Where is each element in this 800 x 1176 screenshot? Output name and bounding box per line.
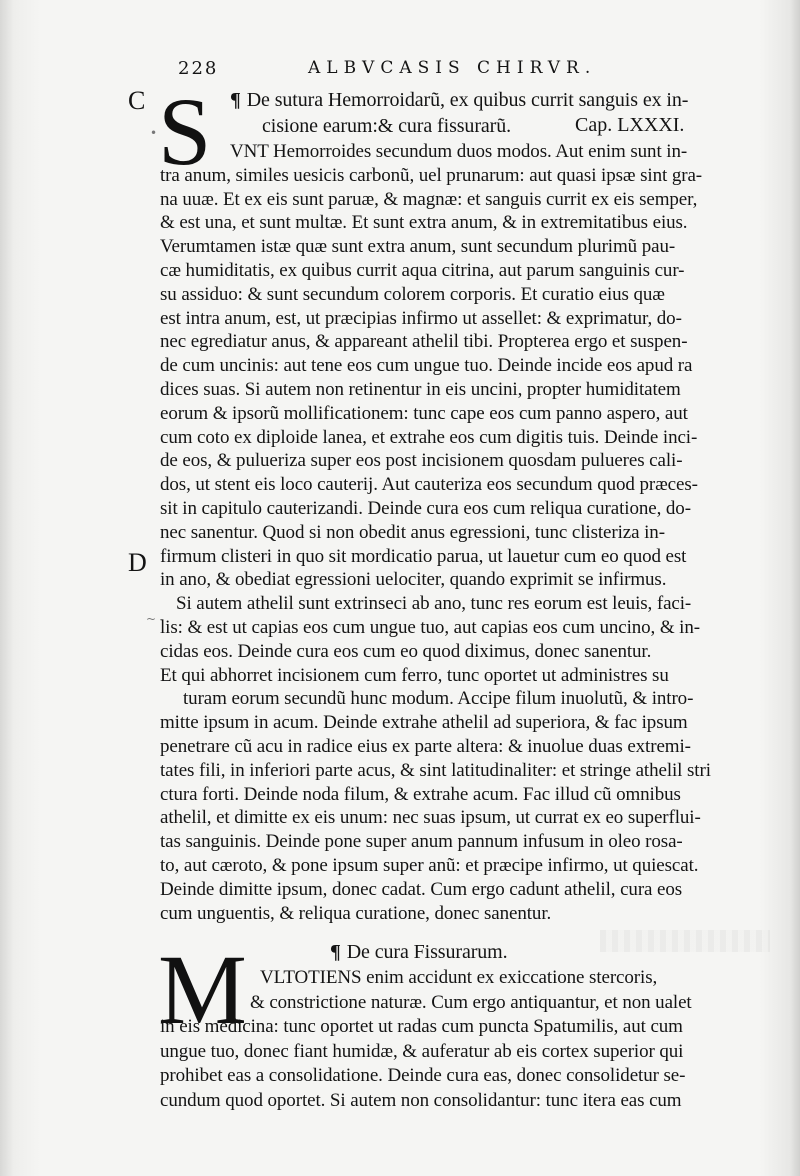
stray-dot: • (150, 126, 158, 140)
text-line: Verumtamen istæ quæ sunt extra anum, sunt secundum plurimũ pau- (160, 236, 676, 258)
text-line: VLTOTIENS enim accidunt ex exiccatione stercoris, (260, 967, 658, 988)
text-line: mitte ipsum in acum. Deinde extrahe athelil ad superiora, & fac ipsum (160, 712, 688, 734)
pilcrow-icon: ¶ (330, 941, 341, 963)
section2-heading: ¶ De cura Fissurarum. (330, 941, 508, 963)
text-line: to, aut cæroto, & pone ipsum super anũ: et præcipe infirmo, ut quiescat. (160, 855, 699, 876)
text-line: na uuæ. Et ex eis sunt paruæ, & magnæ: et sanguis currit ex eis semper, (160, 188, 698, 210)
text-line: in ano, & obediat egressioni uelociter, quando exprimit se infirmus. (160, 569, 667, 591)
text-line: penetrare cũ acu in radice eius ex parte altera: & inuolue duas extremi- (160, 736, 691, 757)
chapter-number: Cap. LXXXI. (575, 114, 685, 136)
text-line: in eis medicina: tunc oportet ut radas cum puncta Spatumilis, aut cum (160, 1016, 683, 1037)
text-line: tas sanguinis. Deinde pone super anum pannum infusum in oleo rosa- (160, 831, 683, 853)
text-line: sit in capitulo cauterizandi. Deinde cura eos cum reliqua curatione, do- (160, 498, 691, 519)
folio-number: 228 (178, 58, 219, 79)
text-line: tates fili, in inferiori parte acus, & sint latitudinaliter: et stringe athelil stri (160, 759, 711, 781)
text-line: ctura forti. Deinde noda filum, & extrahe acum. Fac illud cũ omnibus (160, 783, 681, 805)
text-line: cundum quod oportet. Si autem non consolidantur: tunc itera eas cum (160, 1089, 682, 1111)
text-line: firmum clisteri in quo sit mordicatio parua, ut lauetur cum eo quod est (160, 545, 687, 567)
bleed-through-texture (600, 930, 770, 952)
text-line: Et qui abhorret incisionem cum ferro, tunc oportet ut administres su (160, 664, 669, 686)
pilcrow-icon: ¶ (230, 89, 241, 111)
text-line: athelil, et dimitte ex eis unum: nec suas ipsum, ut currat ex eo superflui- (160, 807, 701, 829)
text-line: nec sanentur. Quod si non obedit anus egressioni, tunc clisteriza in- (160, 521, 665, 543)
chapter-heading-line-1: ¶ De sutura Hemorroidarũ, ex quibus currit sanguis ex in- (230, 89, 689, 111)
chapter-heading-line-2: cisione earum:& cura fissurarũ. (262, 115, 512, 137)
text-line: turam eorum secundũ hunc modum. Accipe filum inuolutũ, & intro- (183, 688, 694, 710)
text-line: nec egrediatur anus, & appareant athelil tibi. Propterea ergo et suspen- (160, 331, 688, 353)
text-line: eorum & ipsorũ mollificationem: tunc cape eos cum panno aspero, aut (160, 402, 688, 424)
text-line: & est una, et sunt multæ. Et sunt extra anum, & in extremitatibus eius. (160, 212, 688, 234)
text-line: de cum uncinis: aut tene eos cum ungue tuo. Deinde incide eos apud ra (160, 355, 693, 377)
text-line: prohibet eas a consolidatione. Deinde cura eas, donec consolidetur se- (160, 1065, 686, 1086)
page-header (178, 58, 698, 84)
text-line: dices suas. Si autem non retinentur in eis uncini, propter humiditatem (160, 379, 681, 400)
text-line: & constrictione naturæ. Cum ergo antiquantur, et non ualet (250, 991, 692, 1013)
text-line: est intra anum, est, ut præcipias infirmo ut assellet: & exprimatur, do- (160, 307, 682, 329)
text-line: tra anum, similes uesicis carbonũ, uel prunarum: aut quasi ipsæ sint gra- (160, 164, 703, 186)
marginal-letter-c: C (128, 86, 146, 115)
text-line: cidas eos. Deinde cura eos cum eo quod diximus, donec sanentur. (160, 640, 652, 662)
text-line: dos, ut stent eis loco cauterij. Aut cauteriza eos secundum quod præces- (160, 474, 698, 496)
text-line: VNT Hemorroides secundum duos modos. Aut enim sunt in- (230, 141, 688, 162)
running-title: ALBVCASIS CHIRVR. (308, 58, 597, 78)
stray-mark: ~ - (146, 612, 164, 626)
text-line: lis: & est ut capias eos cum ungue tuo, aut capias eos cum uncino, & in- (160, 617, 700, 638)
text-line: cæ humiditatis, ex quibus currit aqua citrina, aut parum sanguinis cur- (160, 260, 685, 281)
drop-cap-m: M (158, 934, 247, 1045)
text-line: Si autem athelil sunt extrinseci ab ano, tunc res eorum est leuis, faci- (176, 593, 692, 615)
text-line: Deinde dimitte ipsum, donec cadat. Cum ergo cadunt athelil, cura eos (160, 878, 683, 900)
marginal-letter-d: D (128, 548, 147, 577)
drop-cap-s: S (158, 78, 212, 185)
text-line: de eos, & pulueriza super eos post incisionem quosdam pulueres cali- (160, 450, 683, 472)
text-line: ungue tuo, donec fiant humidæ, & auferatur ab eis cortex superior qui (160, 1040, 684, 1062)
text-line: cum unguentis, & reliqua curatione, donec sanentur. (160, 902, 552, 924)
text-line: su assiduo: & sunt secundum colorem corporis. Et curatio eius quæ (160, 283, 665, 305)
text-line: cum coto ex diploide lanea, et extrahe eos cum digitis tuis. Deinde inci- (160, 426, 698, 448)
